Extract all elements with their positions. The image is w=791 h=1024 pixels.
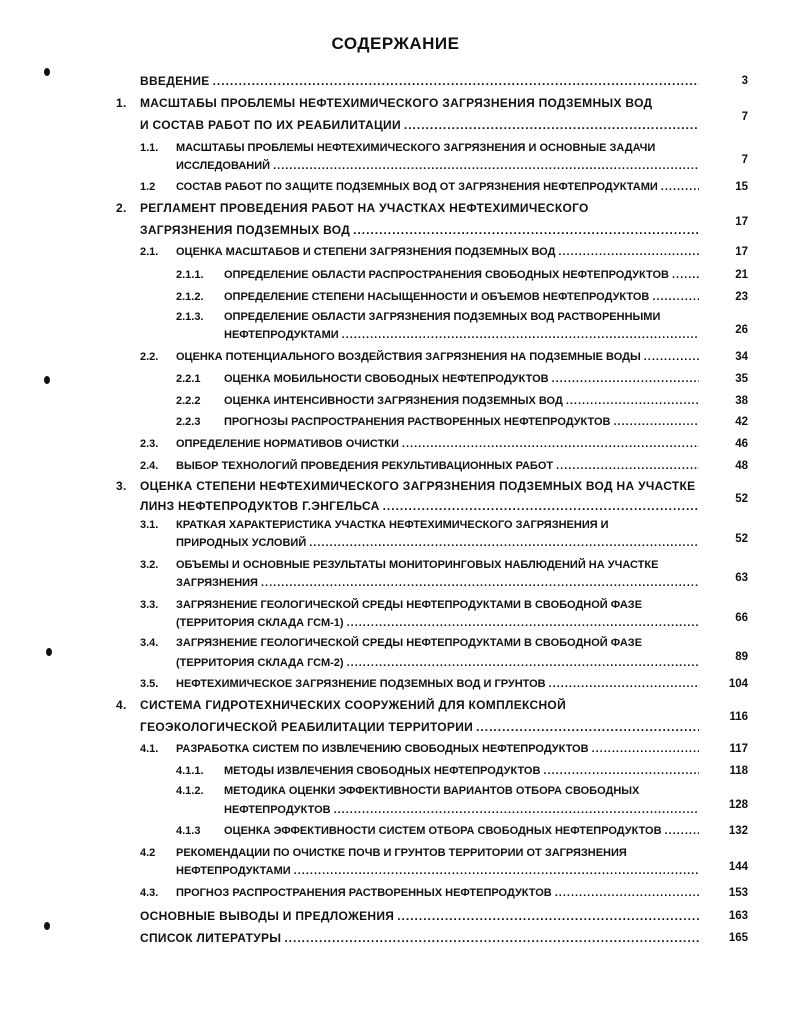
toc-page-number: 52 [735, 533, 748, 545]
toc-page-number: 42 [735, 416, 748, 428]
toc-page-number: 48 [735, 460, 748, 472]
dot-leader [383, 499, 699, 513]
dot-leader [347, 656, 699, 670]
toc-entry-number: 2.2.2 [176, 395, 201, 407]
toc-entry-title: ОЦЕНКА ИНТЕНСИВНОСТИ ЗАГРЯЗНЕНИЯ ПОДЗЕМНЫХ ВОД..... [224, 394, 699, 408]
dot-leader [566, 394, 699, 408]
toc-entry-title: ОЦЕНКА МОБИЛЬНОСТИ СВОБОДНЫХ НЕФТЕПРОДУКТОВ..... [224, 372, 699, 386]
toc-page-number: 52 [735, 493, 748, 505]
toc-entry-number: 3.1. [140, 519, 159, 531]
toc-entry-number: 3.5. [140, 678, 159, 690]
toc-page-number: 165 [728, 932, 748, 944]
dot-leader [294, 864, 699, 878]
dot-leader [284, 931, 699, 945]
toc-page-number: 144 [728, 861, 748, 873]
toc-page-number: 163 [728, 910, 748, 922]
toc-page-number: 38 [735, 395, 748, 407]
toc-entry-title: ИССЛЕДОВАНИЙ..... [176, 159, 699, 173]
toc-entry-title: ОЦЕНКА МАСШТАБОВ И СТЕПЕНИ ЗАГРЯЗНЕНИЯ ПОДЗЕМНЫХ ВОД..... [176, 245, 699, 259]
toc-entry-title: РАЗРАБОТКА СИСТЕМ ПО ИЗВЛЕЧЕНИЮ СВОБОДНЫХ НЕФТЕПРОДУКТОВ..... [176, 742, 699, 756]
toc-entry-number: 4.1. [140, 743, 159, 755]
toc-page-number: 17 [735, 246, 748, 258]
toc-entry-title: РЕКОМЕНДАЦИИ ПО ОЧИСТКЕ ПОЧВ И ГРУНТОВ ТЕРРИТОРИИ ОТ ЗАГРЯЗНЕНИЯ [176, 847, 627, 859]
toc-page-number: 117 [729, 743, 748, 755]
dot-leader [213, 74, 699, 88]
toc-page-number: 21 [735, 269, 748, 281]
toc-page-number: 7 [741, 111, 748, 123]
dot-leader [404, 118, 699, 132]
dot-leader [309, 536, 699, 550]
toc-entry-title: МЕТОДЫ ИЗВЛЕЧЕНИЯ СВОБОДНЫХ НЕФТЕПРОДУКТОВ..... [224, 764, 699, 778]
toc-entry-title: ОСНОВНЫЕ ВЫВОДЫ И ПРЕДЛОЖЕНИЯ..... [140, 909, 699, 923]
toc-page-number: 63 [735, 572, 748, 584]
dot-leader [397, 909, 699, 923]
toc-page-number: 89 [735, 651, 748, 663]
toc-entry-number: 2.2. [140, 351, 159, 363]
toc-entry-number: 2.2.3 [176, 416, 201, 428]
punch-hole-mark [46, 648, 52, 656]
toc-entry-title: СПИСОК ЛИТЕРАТУРЫ..... [140, 931, 699, 945]
toc-entry-number: 4.1.1. [176, 765, 204, 777]
toc-entry-number: 4.1.3 [176, 825, 201, 837]
dot-leader [555, 886, 699, 900]
toc-entry-number: 1. [116, 96, 127, 110]
dot-leader [261, 576, 699, 590]
toc-entry-title: ПРОГНОЗ РАСПРОСТРАНЕНИЯ РАСТВОРЕННЫХ НЕФТЕПРОДУКТОВ..... [176, 886, 699, 900]
toc-entry-number: 1.1. [140, 142, 159, 154]
toc-page-number: 153 [728, 887, 748, 899]
toc-page-number: 34 [735, 351, 748, 363]
toc-page-number: 23 [735, 291, 748, 303]
toc-entry-number: 3. [116, 479, 127, 493]
toc-entry-title: ОПРЕДЕЛЕНИЕ ОБЛАСТИ РАСПРОСТРАНЕНИЯ СВОБОДНЫХ НЕФТЕПРОДУКТОВ..... [224, 268, 699, 282]
toc-entry-title: МАСШТАБЫ ПРОБЛЕМЫ НЕФТЕХИМИЧЕСКОГО ЗАГРЯЗНЕНИЯ И ОСНОВНЫЕ ЗАДАЧИ [176, 142, 656, 154]
toc-entry-title: КРАТКАЯ ХАРАКТЕРИСТИКА УЧАСТКА НЕФТЕХИМИЧЕСКОГО ЗАГРЯЗНЕНИЯ И [176, 519, 609, 531]
toc-page-number: 128 [728, 799, 748, 811]
toc-entry-number: 3.4. [140, 637, 159, 649]
toc-entry-number: 1.2 [140, 181, 156, 193]
dot-leader [347, 616, 699, 630]
toc-page-number: 116 [729, 711, 748, 723]
toc-entry-title: ОЦЕНКА СТЕПЕНИ НЕФТЕХИМИЧЕСКОГО ЗАГРЯЗНЕНИЯ ПОДЗЕМНЫХ ВОД НА УЧАСТКЕ [140, 479, 696, 493]
dot-leader [342, 328, 699, 342]
toc-page-number: 15 [735, 181, 748, 193]
toc-page-number: 104 [728, 678, 748, 690]
toc-entry-title: МАСШТАБЫ ПРОБЛЕМЫ НЕФТЕХИМИЧЕСКОГО ЗАГРЯЗНЕНИЯ ПОДЗЕМНЫХ ВОД [140, 96, 653, 110]
punch-hole-mark [44, 376, 50, 384]
toc-entry-number: 2.1.2. [176, 291, 204, 303]
dot-leader [652, 290, 699, 304]
toc-entry-title: ВЫБОР ТЕХНОЛОГИЙ ПРОВЕДЕНИЯ РЕКУЛЬТИВАЦИОННЫХ РАБОТ..... [176, 459, 699, 473]
toc-page-number: 26 [735, 324, 748, 336]
toc-entry-title: ЗАГРЯЗНЕНИЕ ГЕОЛОГИЧЕСКОЙ СРЕДЫ НЕФТЕПРОДУКТАМИ В СВОБОДНОЙ ФАЗЕ [176, 637, 643, 649]
dot-leader [543, 764, 699, 778]
page-title: СОДЕРЖАНИЕ [331, 34, 460, 53]
toc-entry-number: 2.1. [140, 246, 159, 258]
toc-entry-title: НЕФТЕПРОДУКТАМИ..... [224, 328, 699, 342]
toc-entry-title: ГЕОЭКОЛОГИЧЕСКОЙ РЕАБИЛИТАЦИИ ТЕРРИТОРИИ..... [140, 720, 699, 734]
toc-entry-title: НЕФТЕПРОДУКТАМИ..... [176, 864, 699, 878]
toc-entry-number: 2. [116, 201, 127, 215]
dot-leader [665, 824, 699, 838]
toc-entry-title: ОЦЕНКА ПОТЕНЦИАЛЬНОГО ВОЗДЕЙСТВИЯ ЗАГРЯЗНЕНИЯ НА ПОДЗЕМНЫЕ ВОДЫ..... [176, 350, 699, 364]
dot-leader [672, 268, 699, 282]
toc-entry-title: СОСТАВ РАБОТ ПО ЗАЩИТЕ ПОДЗЕМНЫХ ВОД ОТ ЗАГРЯЗНЕНИЯ НЕФТЕПРОДУКТАМИ..... [176, 180, 699, 194]
toc-entry-title: ПРИРОДНЫХ УСЛОВИЙ..... [176, 536, 699, 550]
dot-leader [644, 350, 699, 364]
toc-page-number: 132 [728, 825, 748, 837]
toc-entry-title: ОПРЕДЕЛЕНИЕ ОБЛАСТИ ЗАГРЯЗНЕНИЯ ПОДЗЕМНЫХ ВОД РАСТВОРЕННЫМИ [224, 311, 661, 323]
toc-entry-title: РЕГЛАМЕНТ ПРОВЕДЕНИЯ РАБОТ НА УЧАСТКАХ НЕФТЕХИМИЧЕСКОГО [140, 201, 589, 215]
toc-page-number: 35 [735, 373, 748, 385]
toc-entry-title: ЗАГРЯЗНЕНИЕ ГЕОЛОГИЧЕСКОЙ СРЕДЫ НЕФТЕПРОДУКТАМИ В СВОБОДНОЙ ФАЗЕ [176, 599, 643, 611]
dot-leader [334, 803, 699, 817]
toc-entry-title: ЗАГРЯЗНЕНИЯ..... [176, 576, 699, 590]
dot-leader [556, 459, 699, 473]
toc-page-number: 3 [741, 75, 748, 87]
toc-entry-number: 2.1.1. [176, 269, 204, 281]
dot-leader [273, 159, 699, 173]
dot-leader [353, 223, 699, 237]
toc-entry-title: МЕТОДИКА ОЦЕНКИ ЭФФЕКТИВНОСТИ ВАРИАНТОВ ОТБОРА СВОБОДНЫХ [224, 785, 640, 797]
toc-entry-title: ЛИНЗ НЕФТЕПРОДУКТОВ Г.ЭНГЕЛЬСА..... [140, 499, 699, 513]
toc-entry-number: 4.3. [140, 887, 159, 899]
punch-hole-mark [44, 922, 50, 930]
toc-page-number: 46 [735, 438, 748, 450]
dot-leader [592, 742, 699, 756]
dot-leader [549, 677, 699, 691]
toc-entry-title: И СОСТАВ РАБОТ ПО ИХ РЕАБИЛИТАЦИИ..... [140, 118, 699, 132]
toc-entry-title: (ТЕРРИТОРИЯ СКЛАДА ГСМ-1)..... [176, 616, 699, 630]
toc-entry-number: 2.3. [140, 438, 159, 450]
dot-leader [402, 437, 699, 451]
dot-leader [552, 372, 699, 386]
punch-hole-mark [44, 68, 50, 76]
toc-page-number: 17 [735, 216, 748, 228]
toc-entry-number: 2.2.1 [176, 373, 201, 385]
toc-entry-number: 3.3. [140, 599, 159, 611]
toc-entry-number: 4. [116, 698, 127, 712]
toc-entry-title: ОПРЕДЕЛЕНИЕ НОРМАТИВОВ ОЧИСТКИ..... [176, 437, 699, 451]
toc-entry-title: НЕФТЕПРОДУКТОВ..... [224, 803, 699, 817]
toc-entry-title: ОБЪЕМЫ И ОСНОВНЫЕ РЕЗУЛЬТАТЫ МОНИТОРИНГОВЫХ НАБЛЮДЕНИЙ НА УЧАСТКЕ [176, 559, 659, 571]
toc-entry-title: НЕФТЕХИМИЧЕСКОЕ ЗАГРЯЗНЕНИЕ ПОДЗЕМНЫХ ВОД И ГРУНТОВ..... [176, 677, 699, 691]
toc-page-number: 118 [729, 765, 748, 777]
toc-entry-title: ПРОГНОЗЫ РАСПРОСТРАНЕНИЯ РАСТВОРЕННЫХ НЕФТЕПРОДУКТОВ..... [224, 415, 699, 429]
toc-entry-number: 2.4. [140, 460, 159, 472]
toc-entry-number: 2.1.3. [176, 311, 204, 323]
dot-leader [476, 720, 699, 734]
toc-entry-title: СИСТЕМА ГИДРОТЕХНИЧЕСКИХ СООРУЖЕНИЙ ДЛЯ КОМПЛЕКСНОЙ [140, 698, 566, 712]
toc-entry-title: (ТЕРРИТОРИЯ СКЛАДА ГСМ-2)..... [176, 656, 699, 670]
toc-entry-title: ОЦЕНКА ЭФФЕКТИВНОСТИ СИСТЕМ ОТБОРА СВОБОДНЫХ НЕФТЕПРОДУКТОВ..... [224, 824, 699, 838]
toc-page-number: 66 [735, 612, 748, 624]
toc-entry-number: 3.2. [140, 559, 159, 571]
dot-leader [558, 245, 699, 259]
toc-entry-number: 4.1.2. [176, 785, 204, 797]
dot-leader [613, 415, 699, 429]
dot-leader [661, 180, 699, 194]
toc-entry-title: ЗАГРЯЗНЕНИЯ ПОДЗЕМНЫХ ВОД..... [140, 223, 699, 237]
toc-entry-title: ОПРЕДЕЛЕНИЕ СТЕПЕНИ НАСЫЩЕННОСТИ И ОБЪЕМОВ НЕФТЕПРОДУКТОВ..... [224, 290, 699, 304]
toc-entry-title: ВВЕДЕНИЕ..... [140, 74, 699, 88]
toc-page-number: 7 [741, 154, 748, 166]
toc-entry-number: 4.2 [140, 847, 156, 859]
